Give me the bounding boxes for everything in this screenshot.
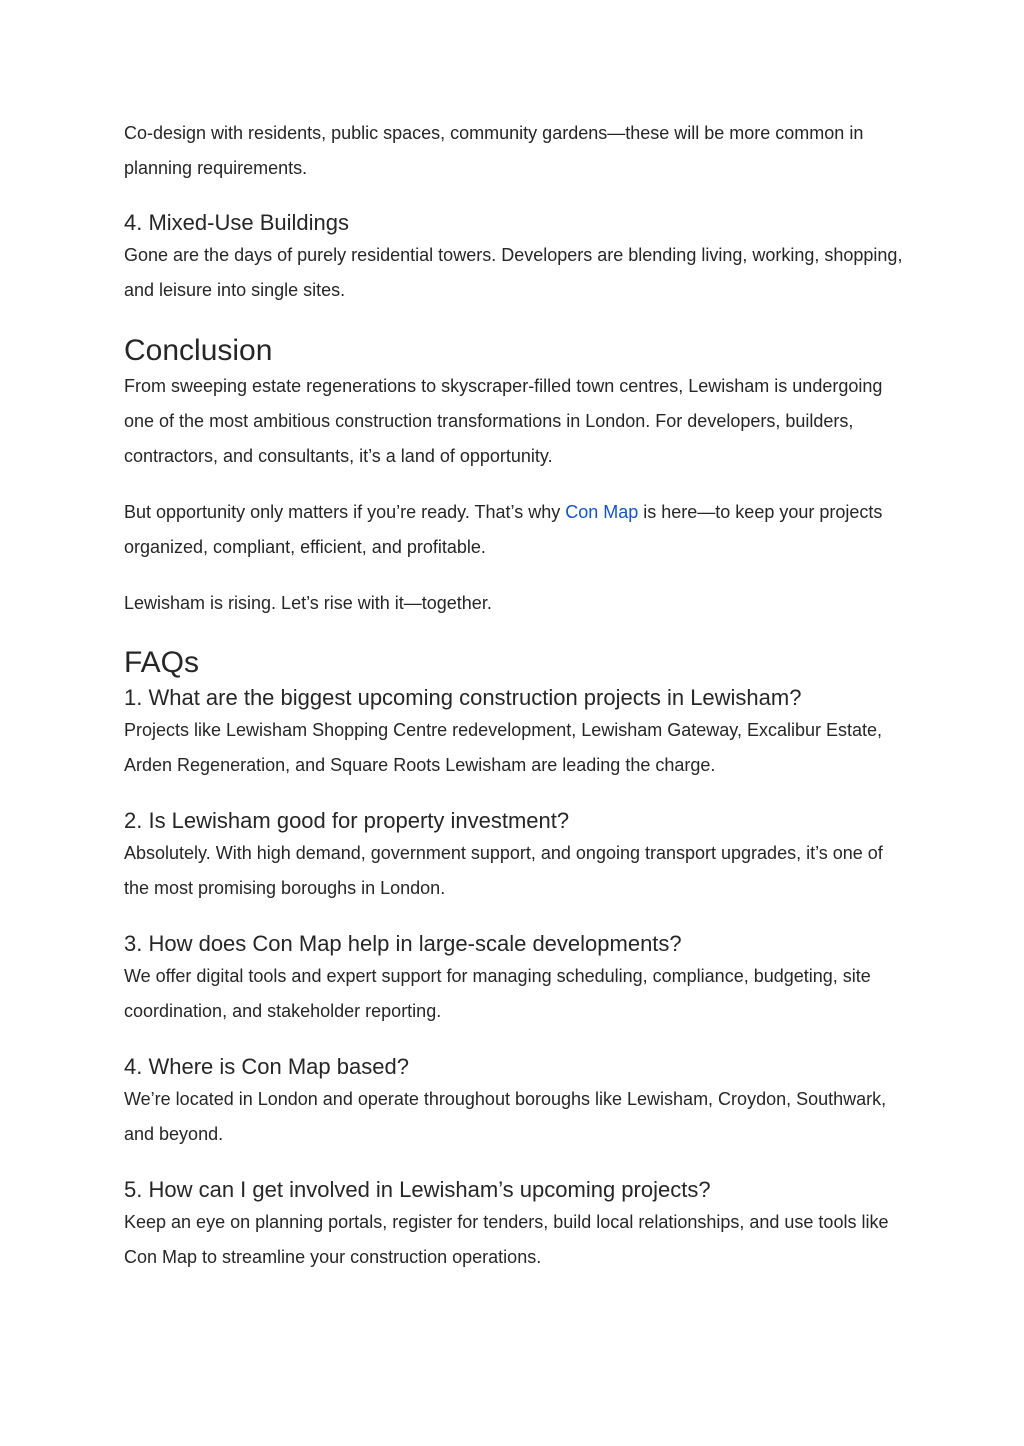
conclusion-paragraph-2-end: is here—to keep your projects organized, compliant, efficient, and profitable. — [124, 502, 883, 557]
faq-answer-3: We offer digital tools and expert support for managing scheduling, compliance, budgeting, site coordination, and stakeholder reporting. — [124, 966, 871, 1021]
faq-answer-2: Absolutely. With high demand, government support, and ongoing transport upgrades, it’s one of the most promising boroughs in London. — [124, 843, 883, 898]
faq-question-1: 1. What are the biggest upcoming construction projects in Lewisham? — [124, 685, 802, 710]
faq-question-4: 4. Where is Con Map based? — [124, 1054, 409, 1079]
conclusion-paragraph-2 — [124, 495, 904, 565]
conclusion-paragraph-3: Lewisham is rising. Let’s rise with it—together. — [124, 593, 492, 613]
faq-answer-1: Projects like Lewisham Shopping Centre redevelopment, Lewisham Gateway, Excalibur Estate, Arden Regeneration, and Square Roots Lewisham are leading the charge. — [124, 720, 883, 775]
faq-question-5: 5. How can I get involved in Lewisham’s upcoming projects? — [124, 1177, 711, 1202]
faqs-heading: FAQs — [124, 646, 200, 679]
faq-answer-5: Keep an eye on planning portals, register for tenders, build local relationships, and use tools like Con Map to streamline your construction operations. — [124, 1212, 889, 1267]
faq-answer-4: We’re located in London and operate throughout boroughs like Lewisham, Croydon, Southwark, and beyond. — [124, 1089, 887, 1144]
faq-question-2: 2. Is Lewisham good for property investment? — [124, 808, 570, 833]
intro-paragraph: Co-design with residents, public spaces, community gardens—these will be more common in planning requirements. — [124, 123, 864, 178]
conclusion-heading: Conclusion — [124, 334, 273, 367]
faq-question-3: 3. How does Con Map help in large-scale developments? — [124, 931, 682, 956]
conclusion-paragraph-2-start: But opportunity only matters if you’re ready. That’s why — [124, 502, 566, 522]
con-map-link[interactable]: Con Map — [565, 502, 639, 522]
mixed-use-paragraph: Gone are the days of purely residential towers. Developers are blending living, working, shopping, and leisure into single sites. — [124, 245, 903, 300]
document-content — [124, 116, 904, 1275]
mixed-use-heading: 4. Mixed-Use Buildings — [124, 210, 349, 235]
conclusion-paragraph-1: From sweeping estate regenerations to skyscraper-filled town centres, Lewisham is undergoing one of the most ambitious construction transformations in London. For developers, builders, contractors, and consultants, it’s a land of opportunity. — [124, 376, 883, 466]
